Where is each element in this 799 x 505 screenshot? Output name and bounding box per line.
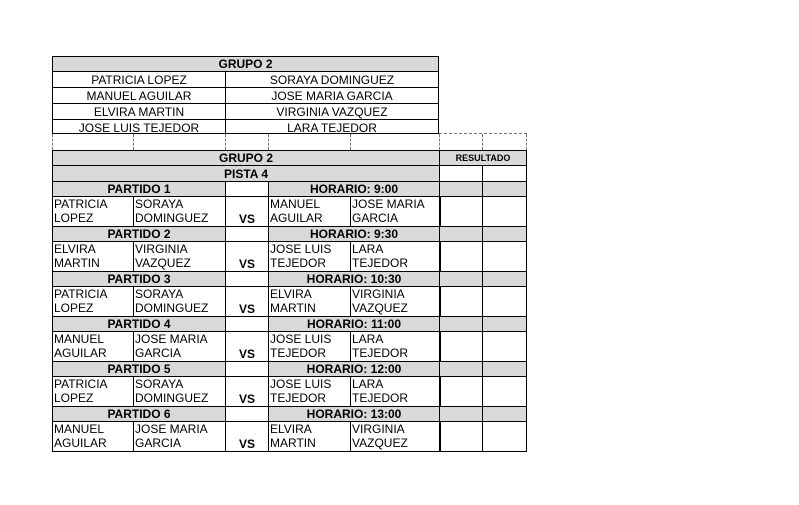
player-name: [52, 196, 134, 227]
result-header-cell: [439, 316, 483, 332]
player-last-name: LOPEZ: [54, 211, 94, 225]
player-last-name: TEJEDOR: [270, 391, 327, 405]
player-last-name: TEJEDOR: [352, 346, 409, 360]
player-last-name: VAZQUEZ: [352, 436, 408, 450]
spacer-divider: [225, 134, 226, 150]
player-first-name: PATRICIA: [54, 287, 108, 301]
spacer-divider: [268, 134, 269, 150]
roster-player-left: ELVIRA MARTIN: [53, 104, 226, 120]
match-header-spacer: [225, 361, 269, 377]
match-label: PARTIDO 6: [52, 406, 226, 422]
match-time: HORARIO: 10:30: [268, 271, 440, 287]
player-first-name: MANUEL: [54, 422, 105, 436]
player-name: [268, 286, 351, 317]
result-header-cell: [482, 361, 527, 377]
player-first-name: MANUEL: [54, 332, 105, 346]
player-name: [133, 331, 226, 362]
result-header-cell: [439, 181, 483, 197]
player-last-name: MARTIN: [270, 436, 316, 450]
player-last-name: AGUILAR: [54, 346, 107, 360]
result-header-cell: [482, 406, 527, 422]
player-first-name: PATRICIA: [54, 377, 108, 391]
match-header-spacer: [225, 181, 269, 197]
result-header-cell: [439, 406, 483, 422]
roster-table: [52, 56, 439, 134]
vs-label: VS: [238, 392, 255, 406]
player-last-name: DOMINGUEZ: [135, 391, 209, 405]
match-time: HORARIO: 9:00: [268, 181, 440, 197]
player-first-name: ELVIRA: [54, 242, 96, 256]
spacer-divider: [526, 134, 527, 150]
result-cell[interactable]: [482, 196, 527, 227]
player-name: [133, 196, 226, 227]
player-first-name: PATRICIA: [54, 197, 108, 211]
player-name: [133, 376, 226, 407]
court-label: PISTA 4: [52, 165, 440, 182]
player-last-name: MARTIN: [54, 256, 100, 270]
player-name: [52, 376, 134, 407]
roster-title: GRUPO 2: [53, 57, 438, 72]
player-first-name: JOSE MARIA: [352, 197, 425, 211]
player-name: [133, 421, 226, 452]
roster-player-left: JOSE LUIS TEJEDOR: [53, 120, 226, 136]
player-last-name: GARCIA: [352, 211, 399, 225]
roster-player-right: JOSE MARIA GARCIA: [226, 88, 438, 104]
schedule-title: GRUPO 2: [52, 150, 440, 166]
player-first-name: VIRGINIA: [352, 422, 405, 436]
result-cell[interactable]: [439, 241, 483, 272]
vs-label: VS: [238, 347, 255, 361]
player-first-name: JOSE LUIS: [270, 332, 332, 346]
match-header-spacer: [225, 226, 269, 242]
player-name: [52, 241, 134, 272]
spacer-divider: [439, 134, 440, 150]
player-first-name: VIRGINIA: [352, 287, 405, 301]
result-header-cell: [439, 361, 483, 377]
player-name: [350, 331, 441, 362]
player-name: [133, 286, 226, 317]
spacer-divider: [482, 134, 483, 150]
schedule-table: [52, 150, 527, 450]
player-last-name: AGUILAR: [270, 211, 323, 225]
roster-player-left: MANUEL AGUILAR: [53, 88, 226, 104]
match-time: HORARIO: 13:00: [268, 406, 440, 422]
vs-label: VS: [238, 437, 255, 451]
player-last-name: MARTIN: [270, 301, 316, 315]
player-first-name: ELVIRA: [270, 287, 312, 301]
player-name: [268, 376, 351, 407]
vs-label: VS: [238, 257, 255, 271]
result-cell[interactable]: [482, 421, 527, 452]
result-cell[interactable]: [439, 286, 483, 317]
player-first-name: JOSE MARIA: [135, 422, 208, 436]
result-cell[interactable]: [482, 241, 527, 272]
vs-cell: [225, 376, 269, 407]
match-label: PARTIDO 1: [52, 181, 226, 197]
vs-cell: [225, 196, 269, 227]
result-header-cell: [439, 226, 483, 242]
player-last-name: TEJEDOR: [352, 256, 409, 270]
result-cell[interactable]: [482, 376, 527, 407]
roster-player-right: VIRGINIA VAZQUEZ: [226, 104, 438, 120]
player-last-name: LOPEZ: [54, 301, 94, 315]
match-label: PARTIDO 4: [52, 316, 226, 332]
player-name: [268, 196, 351, 227]
spacer-divider: [52, 134, 53, 150]
player-last-name: DOMINGUEZ: [135, 301, 209, 315]
vs-label: VS: [238, 302, 255, 316]
match-header-spacer: [225, 271, 269, 287]
player-first-name: SORAYA: [135, 287, 184, 301]
player-last-name: TEJEDOR: [270, 256, 327, 270]
player-name: [52, 331, 134, 362]
result-cell[interactable]: [439, 421, 483, 452]
spacer-top-line: [439, 133, 527, 134]
vs-cell: [225, 331, 269, 362]
match-time: HORARIO: 12:00: [268, 361, 440, 377]
player-last-name: TEJEDOR: [352, 391, 409, 405]
result-header-cell: [482, 181, 527, 197]
player-last-name: VAZQUEZ: [352, 301, 408, 315]
player-first-name: VIRGINIA: [135, 242, 188, 256]
player-name: [350, 286, 441, 317]
result-cell[interactable]: [482, 331, 527, 362]
match-label: PARTIDO 3: [52, 271, 226, 287]
result-cell[interactable]: [482, 286, 527, 317]
player-last-name: TEJEDOR: [270, 346, 327, 360]
player-first-name: LARA: [352, 332, 384, 346]
player-name: [350, 421, 441, 452]
player-last-name: GARCIA: [135, 436, 182, 450]
result-cell[interactable]: [439, 331, 483, 362]
player-name: [133, 241, 226, 272]
match-time: HORARIO: 9:30: [268, 226, 440, 242]
result-header-cell: [482, 316, 527, 332]
player-name: [350, 241, 441, 272]
player-first-name: JOSE LUIS: [270, 377, 332, 391]
player-last-name: AGUILAR: [54, 436, 107, 450]
vs-label: VS: [238, 212, 255, 226]
match-label: PARTIDO 5: [52, 361, 226, 377]
result-header-cell: [439, 271, 483, 287]
player-first-name: SORAYA: [135, 377, 184, 391]
player-name: [350, 196, 441, 227]
match-label: PARTIDO 2: [52, 226, 226, 242]
match-header-spacer: [225, 406, 269, 422]
result-cell[interactable]: [439, 376, 483, 407]
player-last-name: DOMINGUEZ: [135, 211, 209, 225]
player-first-name: SORAYA: [135, 197, 184, 211]
spacer-divider: [133, 134, 134, 150]
roster-player-right: SORAYA DOMINGUEZ: [226, 72, 438, 88]
player-first-name: JOSE LUIS: [270, 242, 332, 256]
player-first-name: ELVIRA: [270, 422, 312, 436]
player-name: [268, 331, 351, 362]
match-time: HORARIO: 11:00: [268, 316, 440, 332]
vs-cell: [225, 286, 269, 317]
result-header-cell: [482, 226, 527, 242]
player-first-name: LARA: [352, 377, 384, 391]
match-header-spacer: [225, 316, 269, 332]
roster-player-right: LARA TEJEDOR: [287, 121, 377, 135]
result-cell[interactable]: [439, 196, 483, 227]
player-name: [52, 421, 134, 452]
player-last-name: VAZQUEZ: [135, 256, 191, 270]
player-last-name: LOPEZ: [54, 391, 94, 405]
spacer-divider: [350, 134, 351, 150]
player-first-name: MANUEL: [270, 197, 321, 211]
player-name: [268, 241, 351, 272]
result-header-cell: [482, 271, 527, 287]
roster-player-left: PATRICIA LOPEZ: [53, 72, 226, 88]
player-first-name: LARA: [352, 242, 384, 256]
vs-cell: [225, 421, 269, 452]
result-header: RESULTADO: [439, 150, 527, 166]
player-name: [350, 376, 441, 407]
vs-cell: [225, 241, 269, 272]
result-court-cell: [482, 165, 527, 182]
player-name: [52, 286, 134, 317]
result-court-cell: [439, 165, 483, 182]
player-name: [268, 421, 351, 452]
player-last-name: GARCIA: [135, 346, 182, 360]
player-first-name: JOSE MARIA: [135, 332, 208, 346]
